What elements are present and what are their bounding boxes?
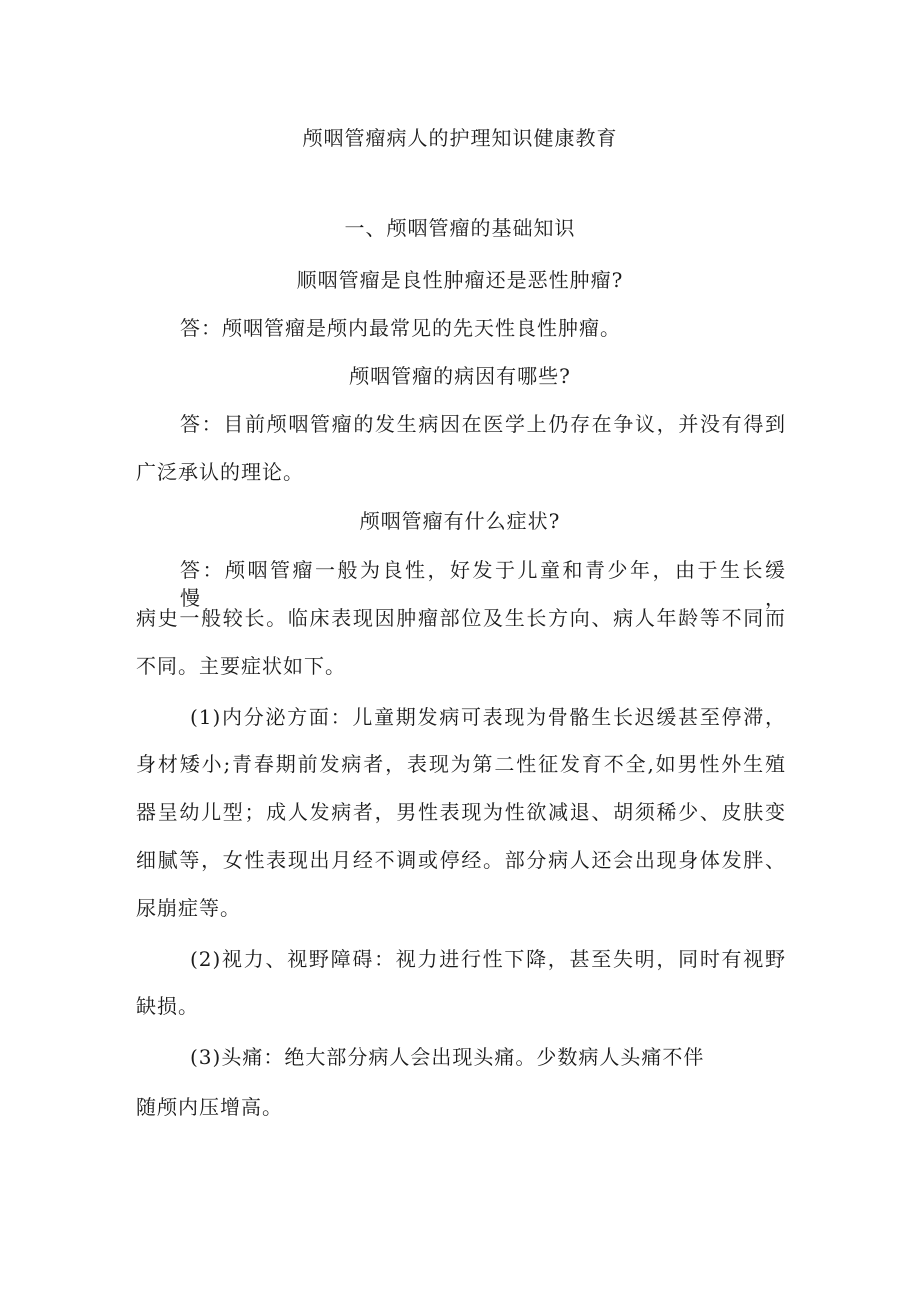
item-3-line-1: (3)头痛：绝大部分病人会出现头痛。少数病人头痛不伴 (190, 1045, 705, 1069)
question-1: 顺咽管瘤是良性肿瘤还是恶性肿瘤? (296, 268, 624, 292)
question-2: 颅咽管瘤的病因有哪些? (349, 364, 571, 388)
answer-3-line-3: 不同。主要症状如下。 (136, 654, 346, 678)
section-heading: 一、颅咽管瘤的基础知识 (344, 216, 576, 240)
item-1-line-2: 身材矮小;青春期前发病者，表现为第二性征发育不全,如男性外生殖 (136, 752, 786, 776)
answer-1: 答：颅咽管瘤是颅内最常见的先天性良性肿瘤。 (180, 316, 621, 340)
item-1-line-5: 尿崩症等。 (136, 896, 241, 920)
document-title: 颅咽管瘤病人的护理知识健康教育 (302, 126, 618, 150)
item-3-line-2: 随颅内压增高。 (136, 1095, 283, 1119)
answer-3-line-2: 病史一般较长。临床表现因肿瘤部位及生长方向、病人年龄等不同而 (136, 606, 786, 630)
question-3: 颅咽管瘤有什么症状? (359, 509, 561, 533)
answer-2-line-2: 广泛承认的理论。 (136, 460, 304, 484)
answer-2-line-1: 答：目前颅咽管瘤的发生病因在医学上仍存在争议，并没有得到 (180, 412, 786, 436)
item-2-line-2: 缺损。 (136, 994, 199, 1018)
answer-3-line-1: 答：颅咽管瘤一般为良性，好发于儿童和青少年，由于生长缓慢， (180, 558, 786, 610)
item-1-line-1: (1)内分泌方面：儿童期发病可表现为骨骼生长迟缓甚至停滞， (190, 705, 786, 729)
item-1-line-4: 细腻等，女性表现出月经不调或停经。部分病人还会出现身体发胖、 (136, 848, 786, 872)
item-1-line-3: 器呈幼儿型；成人发病者，男性表现为性欲减退、胡须稀少、皮肤变 (136, 800, 786, 824)
item-2-line-1: (2)视力、视野障碍：视力进行性下降，甚至失明，同时有视野 (190, 947, 786, 971)
